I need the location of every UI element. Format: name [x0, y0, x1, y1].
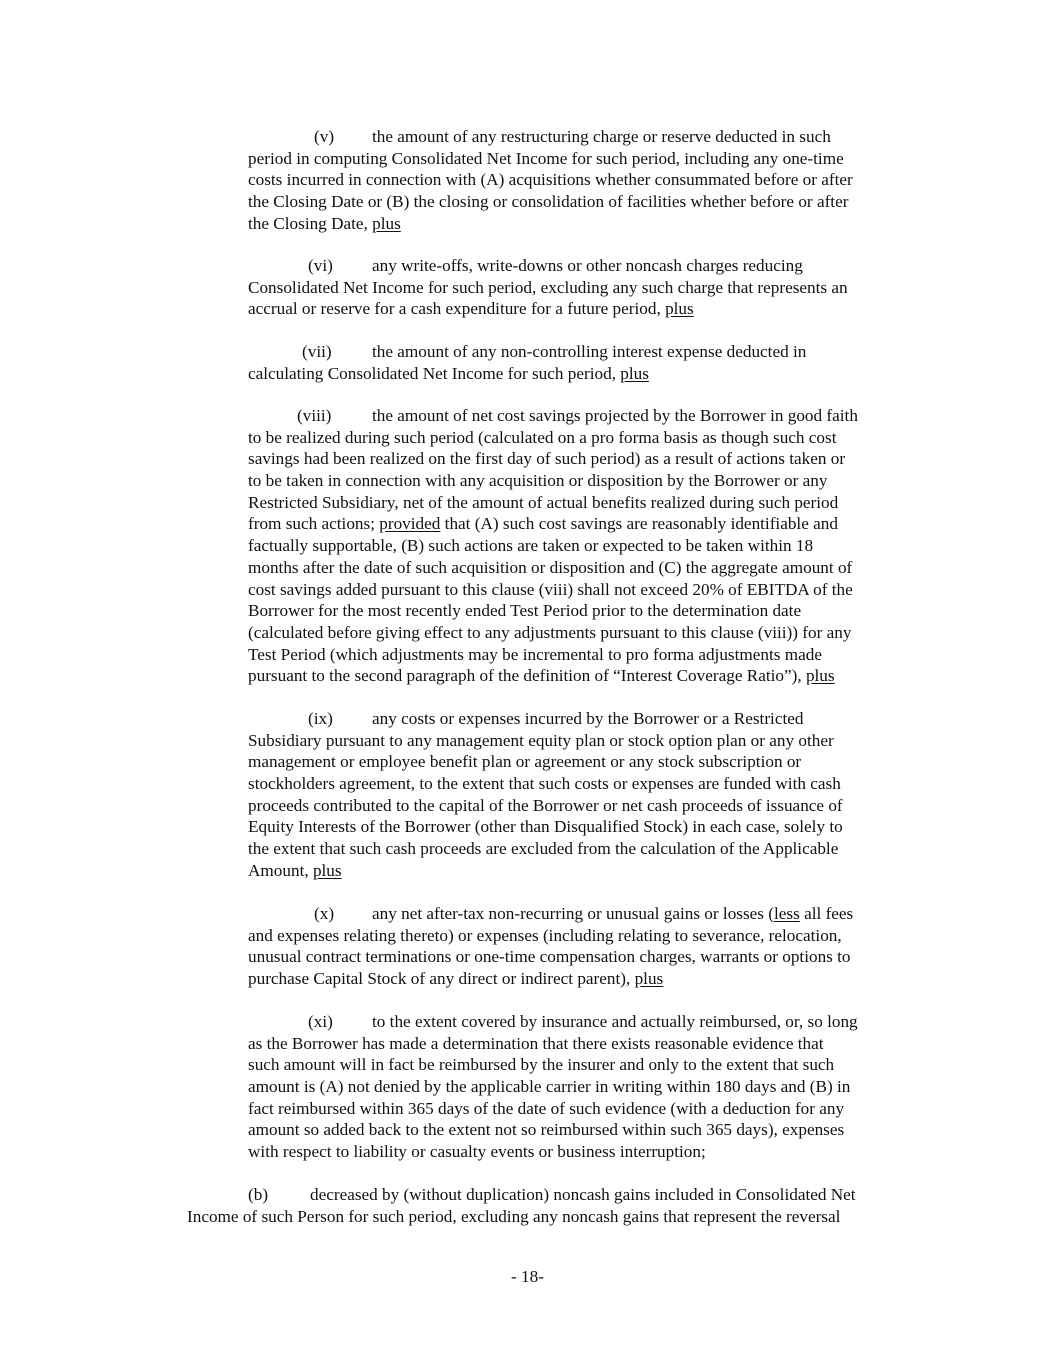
clause-label: (v): [314, 127, 335, 146]
clause-text: decreased by (without duplication) noncash gains included in Consolidated Net: [310, 1185, 856, 1204]
clause-text: costs incurred in connection with (A) acquisitions whether consummated before or after: [248, 170, 853, 190]
clause-text: fact reimbursed within 365 days of the date of such evidence (with a deduction for any: [248, 1098, 845, 1118]
clause-text: to the extent covered by insurance and actually reimbursed, or, so long: [372, 1012, 858, 1031]
clause-text: Borrower for the most recently ended Test Period prior to the determination date: [248, 601, 802, 621]
clause-text: pursuant to the second paragraph of the definition of “Interest Coverage Ratio”),: [248, 666, 806, 686]
clause-text: Equity Interests of the Borrower (other than Disqualified Stock) in each case, solely to: [248, 817, 843, 837]
clause-text: management or employee benefit plan or agreement or any stock subscription or: [248, 752, 802, 772]
clause-text: savings had been realized on the first day of such period) as a result of actions taken or: [248, 449, 846, 469]
clause-viii: [248, 405, 858, 687]
clause-text: Amount,: [248, 860, 313, 880]
clause-label: (ix): [308, 709, 333, 728]
clause-text: such amount will in fact be reimbursed by the insurer and only to the extent that such: [248, 1055, 835, 1075]
clause-vii: [248, 341, 806, 384]
plus-term: plus: [805, 666, 835, 686]
clause-label: (viii): [297, 406, 332, 425]
clause-text: to be realized during such period (calculated on a pro forma basis as though such cost: [248, 427, 837, 447]
clause-text: the extent that such cash proceeds are excluded from the calculation of the Applicable: [248, 839, 839, 859]
plus-term: plus: [312, 860, 342, 880]
clause-text: the amount of any restructuring charge or reserve deducted in such: [372, 127, 831, 146]
clause-text: the Closing Date or (B) the closing or consolidation of facilities whether before or after: [248, 192, 849, 212]
clause-text: amount so added back to the extent not so reimbursed within such 365 days), expenses: [248, 1120, 845, 1140]
clause-text: accrual or reserve for a cash expenditure for a future period,: [248, 299, 666, 319]
clause-text: Test Period (which adjustments may be incremental to pro forma adjustments made: [248, 644, 822, 664]
clause-label: (b): [248, 1185, 269, 1204]
clause-text: the Closing Date,: [248, 213, 373, 233]
clause-text: Income of such Person for such period, excluding any noncash gains that represent the reversal: [187, 1206, 841, 1226]
clause-text: as the Borrower has made a determination that there exists reasonable evidence that: [248, 1033, 824, 1053]
clause-v: [248, 126, 853, 234]
clause-text: purchase Capital Stock of any direct or indirect parent),: [248, 969, 635, 989]
clause-text: and expenses relating thereto) or expenses (including relating to severance, relocation,: [248, 925, 842, 945]
provided-term: provided: [379, 514, 441, 534]
clause-text: all fees: [799, 904, 854, 923]
clause-text: calculating Consolidated Net Income for such period,: [248, 363, 621, 383]
clause-ix: [248, 708, 843, 882]
clause-text: unusual contract terminations or one-time compensation charges, warrants or options to: [248, 947, 851, 967]
plus-term: plus: [634, 969, 664, 989]
clause-text: any net after-tax non-recurring or unusual gains or losses (: [372, 904, 775, 923]
page-number: - 18-: [511, 1267, 544, 1286]
plus-term: plus: [620, 363, 649, 383]
clause-label: (vii): [302, 342, 332, 361]
clause-text: any costs or expenses incurred by the Borrower or a Restricted: [372, 709, 804, 728]
clause-label: (vi): [308, 256, 333, 275]
clause-text: (calculated before giving effect to any adjustments pursuant to this clause (viii)) for any: [248, 622, 852, 642]
clause-text: stockholders agreement, to the extent that such costs or expenses are funded with cash: [248, 774, 841, 794]
clause-label: (x): [314, 904, 335, 923]
clause-vi: [248, 255, 848, 320]
clause-text: factually supportable, (B) such actions are taken or expected to be taken within 18: [248, 536, 814, 556]
clause-text: the amount of any non-controlling interest expense deducted in: [372, 342, 807, 361]
less-term: less: [774, 904, 800, 923]
clause-xi: [248, 1011, 858, 1163]
clause-text: that (A) such cost savings are reasonably identifiable and: [440, 514, 838, 534]
clause-text: with respect to liability or casualty events or business interruption;: [248, 1142, 706, 1162]
clause-text: Restricted Subsidiary, net of the amount of actual benefits realized during such period: [248, 492, 839, 512]
clause-text: proceeds contributed to the capital of the Borrower or net cash proceeds of issuance of: [248, 795, 843, 815]
clause-text: any write-offs, write-downs or other noncash charges reducing: [372, 256, 803, 275]
clause-x: [248, 903, 853, 990]
clause-text: Subsidiary pursuant to any management equity plan or stock option plan or any other: [248, 730, 834, 750]
clause-text: from such actions;: [248, 514, 380, 534]
clause-text: the amount of net cost savings projected by the Borrower in good faith: [372, 406, 858, 425]
clause-text: months after the date of such acquisition or disposition and (C) the aggregate amount of: [248, 557, 853, 577]
clause-label: (xi): [308, 1012, 333, 1031]
clause-b: [187, 1184, 856, 1227]
plus-term: plus: [665, 299, 694, 319]
clause-text: to be taken in connection with any acquisition or disposition by the Borrower or any: [248, 471, 828, 491]
plus-term: plus: [372, 213, 401, 233]
clause-text: period in computing Consolidated Net Income for such period, including any one-time: [248, 148, 844, 168]
clause-text: amount is (A) not denied by the applicable carrier in writing within 180 days and (B) in: [248, 1077, 851, 1097]
clause-text: cost savings added pursuant to this clause (viii) shall not exceed 20% of EBITDA of the: [248, 579, 853, 599]
clause-text: Consolidated Net Income for such period, excluding any such charge that represents an: [248, 277, 848, 297]
